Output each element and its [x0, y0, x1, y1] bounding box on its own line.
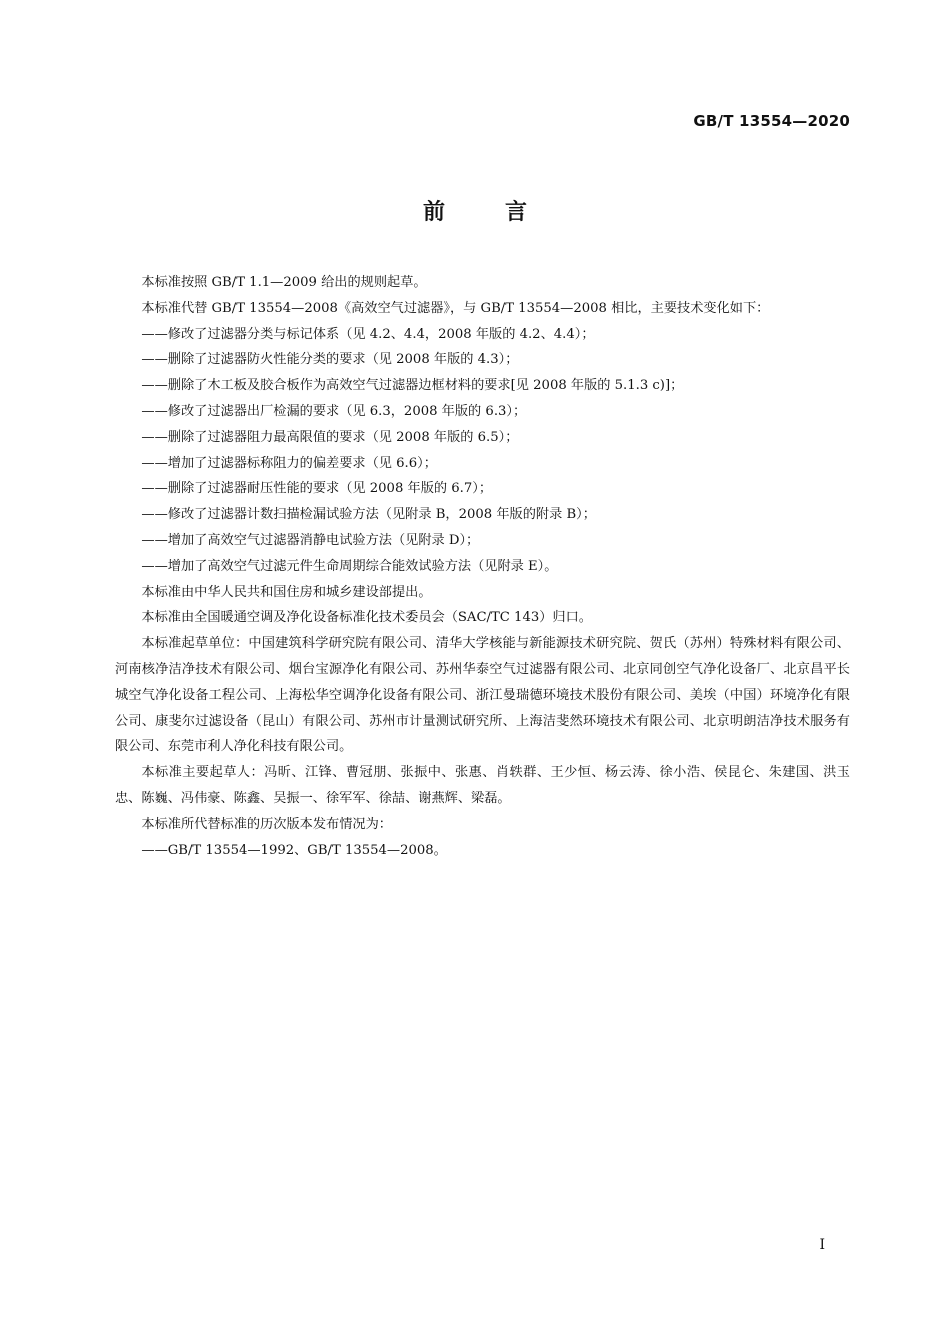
drafters-paragraph: 本标准主要起草人：冯昕、江锋、曹冠朋、张振中、张惠、肖轶群、王少恒、杨云涛、徐小浩、侯昆仑、朱建国、洪玉忠、陈巍、冯伟豪、陈鑫、吴振一、徐军军、徐喆、谢燕辉、梁磊。 [115, 765, 850, 806]
list-item: ——GB/T 13554—1992、GB/T 13554—2008。 [141, 842, 447, 858]
list-item: ——增加了高效空气过滤元件生命周期综合能效试验方法（见附录 E）。 [141, 558, 558, 574]
list-item: ——删除了过滤器耐压性能的要求（见 2008 年版的 6.7）； [141, 481, 493, 497]
list-item: ——增加了过滤器标称阻力的偏差要求（见 6.6）； [141, 455, 437, 471]
foreword-body [115, 270, 850, 863]
list-item: ——删除了过滤器防火性能分类的要求（见 2008 年版的 4.3）； [141, 352, 519, 368]
list-item: ——增加了高效空气过滤器消静电试验方法（见附录 D）； [141, 532, 480, 548]
list-item: ——修改了过滤器分类与标记体系（见 4.2、4.4，2008 年版的 4.2、4.4）； [141, 326, 595, 342]
paragraph: 本标准代替 GB/T 13554—2008《高效空气过滤器》，与 GB/T 13554—2008 相比，主要技术变化如下： [141, 300, 770, 316]
list-item: ——删除了过滤器阻力最高限值的要求（见 2008 年版的 6.5）； [141, 429, 519, 445]
paragraph: 本标准由全国暖通空调及净化设备标准化技术委员会（SAC/TC 143）归口。 [141, 610, 592, 626]
page-title: 前言 [422, 200, 587, 225]
list-item: ——删除了木工板及胶合板作为高效空气过滤器边框材料的要求[见 2008 年版的 5.1.3 c)]； [141, 378, 684, 394]
paragraph: 本标准由中华人民共和国住房和城乡建设部提出。 [141, 584, 432, 600]
list-item: ——修改了过滤器出厂检漏的要求（见 6.3，2008 年版的 6.3）； [141, 403, 527, 419]
page-number: I [819, 1237, 825, 1253]
paragraph: 本标准所代替标准的历次版本发布情况为： [141, 816, 392, 832]
standard-code: GB/T 13554—2020 [693, 112, 850, 130]
paragraph: 本标准按照 GB/T 1.1—2009 给出的规则起草。 [141, 275, 427, 290]
drafting-units-paragraph: 本标准起草单位：中国建筑科学研究院有限公司、清华大学核能与新能源技术研究院、贺氏（苏州）特殊材料有限公司、河南核净洁净技术有限公司、烟台宝源净化有限公司、苏州华泰空气过滤器有限公司、北京同创空气净化设备厂、北京昌平长城空气净化设备工程公司、上海松华空调净化设备有限公司、浙江曼瑞德环境技术股份有限公司、美埃（中国）环境净化有限公司、康斐尔过滤设备（昆山）有限公司、苏州市计量测试研究所、上海洁斐然环境技术有限公司、北京明朗洁净技术服务有限公司、东莞市利人净化科技有限公司。 [115, 636, 850, 755]
list-item: ——修改了过滤器计数扫描检漏试验方法（见附录 B，2008 年版的附录 B）； [141, 507, 596, 523]
